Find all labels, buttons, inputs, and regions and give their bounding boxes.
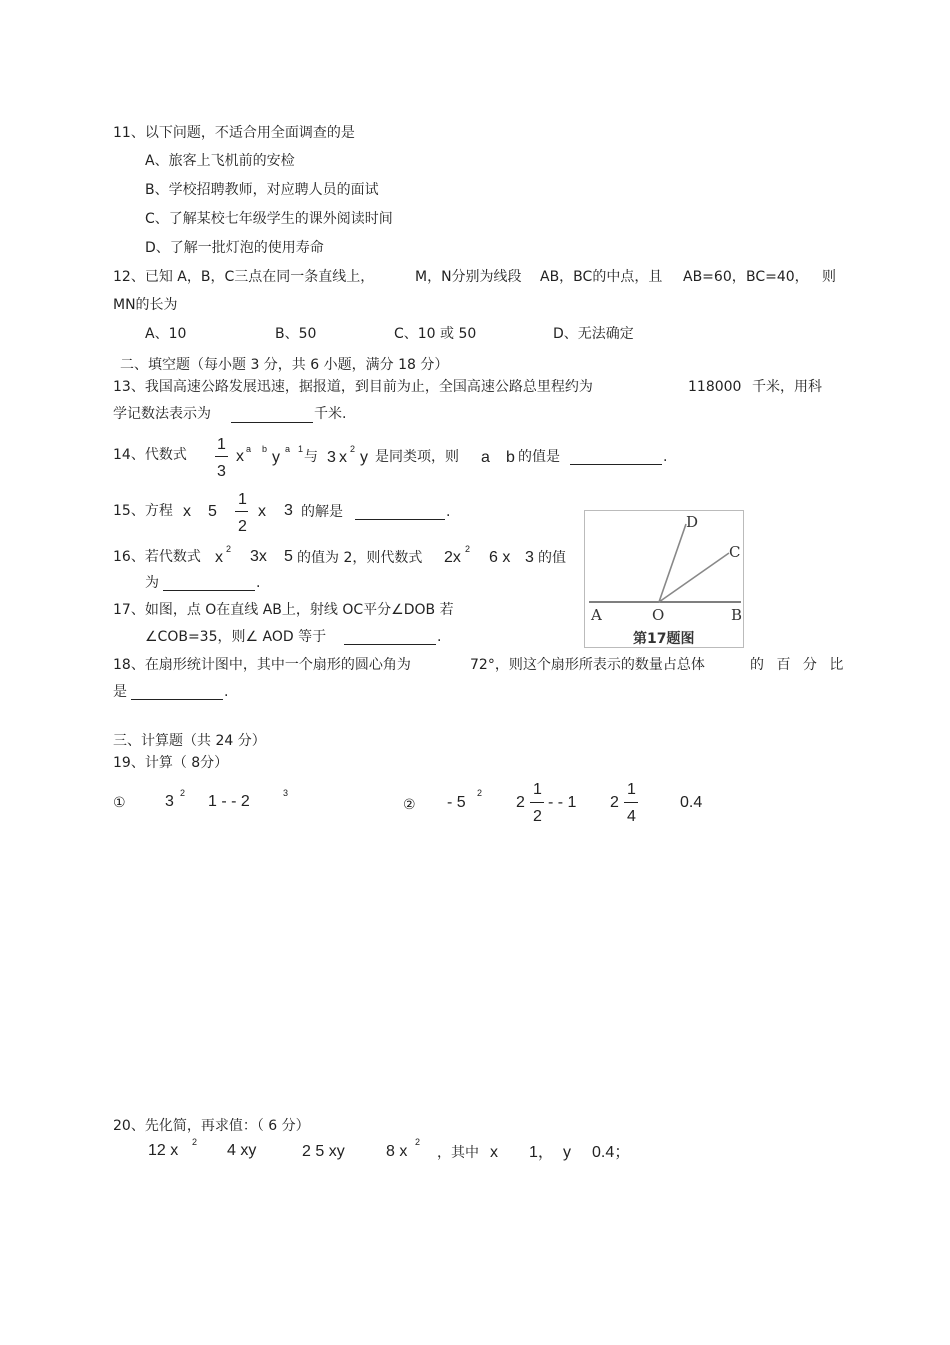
q19-expr1-base: 3 bbox=[165, 793, 174, 810]
q14-end: 的值是 bbox=[518, 449, 560, 465]
q15-answer-blank bbox=[355, 503, 445, 520]
q12-stem-part1: 12、已知 A，B，C三点在同一条直线上， bbox=[113, 269, 375, 285]
q13-unit: 千米. bbox=[314, 406, 347, 422]
q14-exp-b: b bbox=[262, 444, 268, 454]
q17-line2: ∠COB=35，则∠ AOD 等于 bbox=[145, 629, 327, 645]
q12-stem-part4: AB=60， bbox=[683, 269, 746, 285]
q14-exp-2: 2 bbox=[350, 444, 356, 454]
q20-term4: 8 x bbox=[386, 1143, 408, 1160]
q12-option-c: C、10 或 50 bbox=[394, 326, 477, 342]
q16-term-2x: 2x bbox=[444, 549, 461, 566]
q11-option-d: D、了解一批灯泡的使用寿命 bbox=[145, 240, 324, 256]
q12-option-a: A、10 bbox=[145, 326, 187, 342]
q20-value-y: 0.4； bbox=[592, 1144, 631, 1161]
ray-oc bbox=[659, 553, 729, 602]
q19-expr2-neg5: - 5 bbox=[447, 794, 466, 811]
q15-var-x: x bbox=[183, 503, 191, 520]
q19-expr2-end: 0.4 bbox=[680, 794, 703, 811]
q19-expr2-exp: 2 bbox=[477, 788, 483, 798]
q13-stem-part2: 千米，用科 bbox=[752, 379, 822, 395]
q17-answer-blank bbox=[344, 628, 436, 645]
q19-expr1-exp: 2 bbox=[180, 788, 186, 798]
q13-stem-part1: 13、我国高速公路发展迅速，据报道，到目前为止，全国高速公路总里程约为 bbox=[113, 379, 593, 395]
q12-stem-part3: AB，BC的中点，且 bbox=[540, 269, 663, 285]
q18-period: . bbox=[224, 684, 229, 700]
q19-circled-1: ① bbox=[113, 795, 126, 811]
q14-var-b: b bbox=[506, 449, 515, 466]
label-c: C bbox=[729, 543, 741, 561]
q16-exp-2: 2 bbox=[226, 544, 232, 554]
q16-line2: 为 bbox=[145, 575, 159, 591]
q15-const-5: 5 bbox=[208, 503, 217, 520]
q20-var-x: x bbox=[490, 1144, 498, 1161]
q19-label: 19、计算（ 8分） bbox=[113, 755, 229, 771]
q16-const-5: 5 bbox=[284, 548, 293, 565]
q17-figure bbox=[584, 510, 744, 648]
q16-period: . bbox=[256, 575, 261, 591]
q15-var-x2: x bbox=[258, 503, 266, 520]
q14-exp-a: a bbox=[246, 444, 252, 454]
q16-term-3x: 3x bbox=[250, 548, 267, 565]
q14-with: 与 bbox=[304, 449, 318, 465]
q14-var-y: y bbox=[272, 449, 280, 466]
q15-period: . bbox=[446, 504, 451, 520]
q20-term3: 2 5 xy bbox=[302, 1143, 345, 1160]
q16-exp-2b: 2 bbox=[465, 544, 471, 554]
q19-expr1-rest: 1 - - 2 bbox=[208, 793, 250, 810]
q16-term-6x: 6 x bbox=[489, 549, 511, 566]
q16-const-3: 3 bbox=[525, 549, 534, 566]
q15-fraction-denominator: 2 bbox=[238, 518, 247, 535]
q14-exp-a2: a bbox=[285, 444, 291, 454]
label-b: B bbox=[731, 606, 743, 624]
q15-fraction-numerator: 1 bbox=[238, 491, 247, 508]
q16-end: 的值 bbox=[538, 550, 566, 566]
q12-stem-part2: M，N分别为线段 bbox=[415, 269, 522, 285]
q14-exp-1: 1 bbox=[298, 444, 304, 454]
q14-fraction-denominator: 3 bbox=[217, 463, 226, 480]
q19-expr1-exp3: 3 bbox=[283, 788, 289, 798]
q14-period: . bbox=[663, 449, 668, 465]
q20-label: 20、先化简，再求值：（ 6 分） bbox=[113, 1118, 310, 1134]
q14-label: 14、代数式 bbox=[113, 447, 187, 463]
q14-fraction-numerator: 1 bbox=[217, 436, 226, 453]
q18-stem-part1: 18、在扇形统计图中，其中一个扇形的圆心角为 bbox=[113, 657, 411, 673]
q12-option-d: D、无法确定 bbox=[553, 326, 634, 342]
q14-answer-blank bbox=[570, 448, 662, 465]
q20-term2: 4 xy bbox=[227, 1142, 257, 1159]
label-a: A bbox=[591, 606, 602, 624]
q19-expr2-den2: 4 bbox=[627, 808, 636, 825]
q19-expr2-num2: 1 bbox=[627, 781, 636, 798]
section-3-heading: 三、计算题（共 24 分） bbox=[113, 733, 266, 749]
q14-coef-3: 3 bbox=[327, 449, 336, 466]
q13-stem-line2: 学记数法表示为 bbox=[113, 406, 211, 422]
q14-tail: 是同类项，则 bbox=[375, 449, 459, 465]
q15-tail: 的解是 bbox=[301, 504, 343, 520]
q19-circled-2: ② bbox=[403, 797, 416, 813]
q20-term1: 12 x bbox=[148, 1142, 179, 1159]
q11-option-c: C、了解某校七年级学生的课外阅读时间 bbox=[145, 211, 393, 227]
q16-var-x: x bbox=[215, 549, 223, 566]
q20-value-x: 1， bbox=[529, 1144, 554, 1161]
q18-stem-part2: 的 百 分 比 bbox=[750, 657, 848, 673]
section-2-heading: 二、填空题（每小题 3 分，共 6 小题，满分 18 分） bbox=[120, 357, 449, 373]
q13-number: 118000 bbox=[688, 379, 742, 395]
label-o: O bbox=[652, 606, 665, 624]
q19-expr2-whole2: 2 bbox=[610, 794, 619, 811]
q12-stem-part6: 则 bbox=[822, 269, 836, 285]
q16-answer-blank bbox=[163, 574, 255, 591]
ray-od bbox=[659, 524, 686, 602]
q13-answer-blank bbox=[231, 406, 313, 423]
q14-var-x2: x bbox=[339, 449, 347, 466]
label-d: D bbox=[686, 513, 699, 531]
q19-expr2-fraction-bar1 bbox=[530, 802, 544, 803]
q19-expr2-whole1: 2 bbox=[516, 794, 525, 811]
q20-where: ，其中 bbox=[437, 1145, 479, 1161]
q16-mid: 的值为 2，则代数式 bbox=[297, 550, 423, 566]
q14-var-x: x bbox=[236, 448, 244, 465]
q19-expr2-mid: - - 1 bbox=[548, 794, 577, 811]
q17-figure-drawing bbox=[585, 511, 743, 647]
q12-option-b: B、50 bbox=[275, 326, 317, 342]
q15-const-3: 3 bbox=[284, 502, 293, 519]
q16-label: 16、若代数式 bbox=[113, 549, 201, 565]
q11-option-b: B、学校招聘教师，对应聘人员的面试 bbox=[145, 182, 379, 198]
q15-fraction-bar bbox=[235, 511, 248, 512]
q20-exp2: 2 bbox=[415, 1137, 421, 1147]
q14-fraction-bar bbox=[215, 456, 228, 457]
q14-var-y2: y bbox=[360, 449, 368, 466]
q11-stem: 11、以下问题，不适合用全面调查的是 bbox=[113, 125, 355, 141]
q19-expr2-den1: 2 bbox=[533, 808, 542, 825]
q19-expr2-num1: 1 bbox=[533, 781, 542, 798]
q18-stem-deg: 72°，则这个扇形所表示的数量占总体 bbox=[470, 657, 705, 673]
q12-stem-line2: MN的长为 bbox=[113, 297, 178, 313]
q20-exp1: 2 bbox=[192, 1137, 198, 1147]
figure-caption: 第17题图 bbox=[633, 631, 695, 647]
q20-var-y: y bbox=[563, 1144, 571, 1161]
q17-line1: 17、如图，点 O在直线 AB上，射线 OC平分∠DOB 若 bbox=[113, 602, 454, 618]
q14-var-a: a bbox=[481, 449, 490, 466]
q15-label: 15、方程 bbox=[113, 503, 173, 519]
q18-line2: 是 bbox=[113, 684, 127, 700]
q19-expr2-fraction-bar2 bbox=[624, 802, 638, 803]
q18-answer-blank bbox=[131, 683, 223, 700]
q17-period: . bbox=[437, 629, 442, 645]
q12-stem-part5: BC=40， bbox=[746, 269, 809, 285]
q11-option-a: A、旅客上飞机前的安检 bbox=[145, 153, 295, 169]
